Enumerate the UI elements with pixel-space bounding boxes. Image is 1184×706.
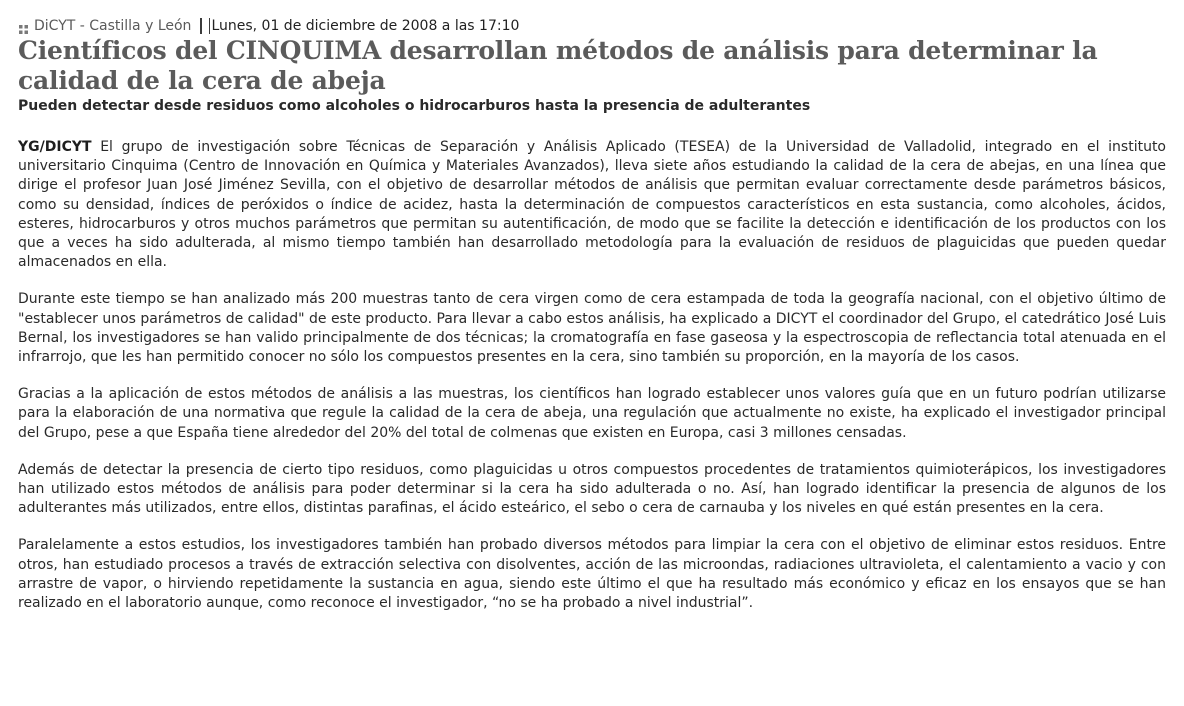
article-meta: [18, 16, 1166, 36]
separator-tick: [209, 18, 210, 34]
separator: [200, 18, 202, 34]
article-paragraph: Paralelamente a estos estudios, los investigadores también han probado diversos métodos para limpiar la cera con el objetivo de eliminar estos residuos. Entre otros, han estudiado procesos a través de extracción selectiva con disolventes, acción de las microondas, radiaciones ultravioleta, el calentamiento a vacio y con arrastre de vapor, o hirviendo repetidamente la sustancia en agua, siendo este último el que ha resultado más económico y eficaz en los ensayos que se han realizado en el laboratorio aunque, como reconoce el investigador, “no se ha probado a nivel industrial”.: [18, 537, 1166, 612]
article-title: Científicos del CINQUIMA desarrollan métodos de análisis para determinar la calidad de la cera de abeja: [18, 36, 1098, 95]
article-body: [18, 138, 1166, 613]
article-paragraph: Además de detectar la presencia de cierto tipo residuos, como plaguicidas u otros compuestos procedentes de tratamientos quimioterápicos, los investigadores han utilizado estos métodos de análisis para poder determinar si la cera ha sido adulterada o no. Así, han logrado identificar la presencia de algunos de los adulterantes más utilizados, entre ellos, distintas parafinas, el ácido esteárico, el sebo o cera de carnauba y los niveles en qué están presentes en la cera.: [18, 461, 1166, 517]
article-subtitle: Pueden detectar desde residuos como alcoholes o hidrocarburos hasta la presencia de adulterantes: [18, 98, 811, 114]
source-label: DiCYT - Castilla y León: [34, 18, 192, 34]
publish-date: Lunes, 01 de diciembre de 2008 a las 17:10: [211, 18, 520, 34]
paragraph-text: El grupo de investigación sobre Técnicas de Separación y Análisis Aplicado (TESEA) de la Universidad de Valladolid, integrado en el instituto universitario Cinquima (Centro de Innovación en Química y Materiales Avanzados), lleva siete años estudiando la calidad de la cera de abejas, en una línea que dirige el profesor Juan José Jiménez Sevilla, con el objetivo de desarrollar métodos de análisis que permitan evaluar correctamente desde parámetros básicos, como su densidad, índices de peróxidos o índice de acidez, hasta la determinación de compuestos característicos en esta sustancia, como alcoholes, ácidos, esteres, hidrocarburos y otros muchos parámetros que permitan su autentificación, de modo que se facilite la detección e identificación de los productos con los que a veces ha sido adulterada, al mismo tiempo también han desarrollado metodología para la evaluación de residuos de plaguicidas que pueden quedar almacenados en ella.: [18, 139, 1166, 271]
article-paragraph: Gracias a la aplicación de estos métodos de análisis a las muestras, los científicos han logrado establecer unos valores guía que en un futuro podrían utilizarse para la elaboración de una normativa que regule la calidad de la cera de abeja, una regulación que actualmente no existe, ha explicado el investigador principal del Grupo, pese a que España tiene alrededor del 20% del total de colmenas que existen en Europa, casi 3 millones censadas.: [18, 386, 1166, 441]
bullet-square-icon: [18, 21, 29, 32]
article-paragraph: Durante este tiempo se han analizado más 200 muestras tanto de cera virgen como de cera estampada de toda la geografía nacional, con el objetivo último de "establecer unos parámetros de calidad" de este producto. Para llevar a cabo estos análisis, ha explicado a DICYT el coordinador del Grupo, el catedrático José Luis Bernal, los investigadores se han valido principalmente de dos técnicas; la cromatografía en fase gaseosa y la espectroscopia de reflectancia total atenuada en el infrarrojo, que les han permitido conocer no sólo los compuestos presentes en la cera, sino también su proporción, en la mayoría de los casos.: [18, 291, 1166, 366]
article-page: [18, 16, 1166, 631]
byline: YG/DICYT: [18, 139, 92, 155]
article-paragraph: [18, 138, 1166, 272]
